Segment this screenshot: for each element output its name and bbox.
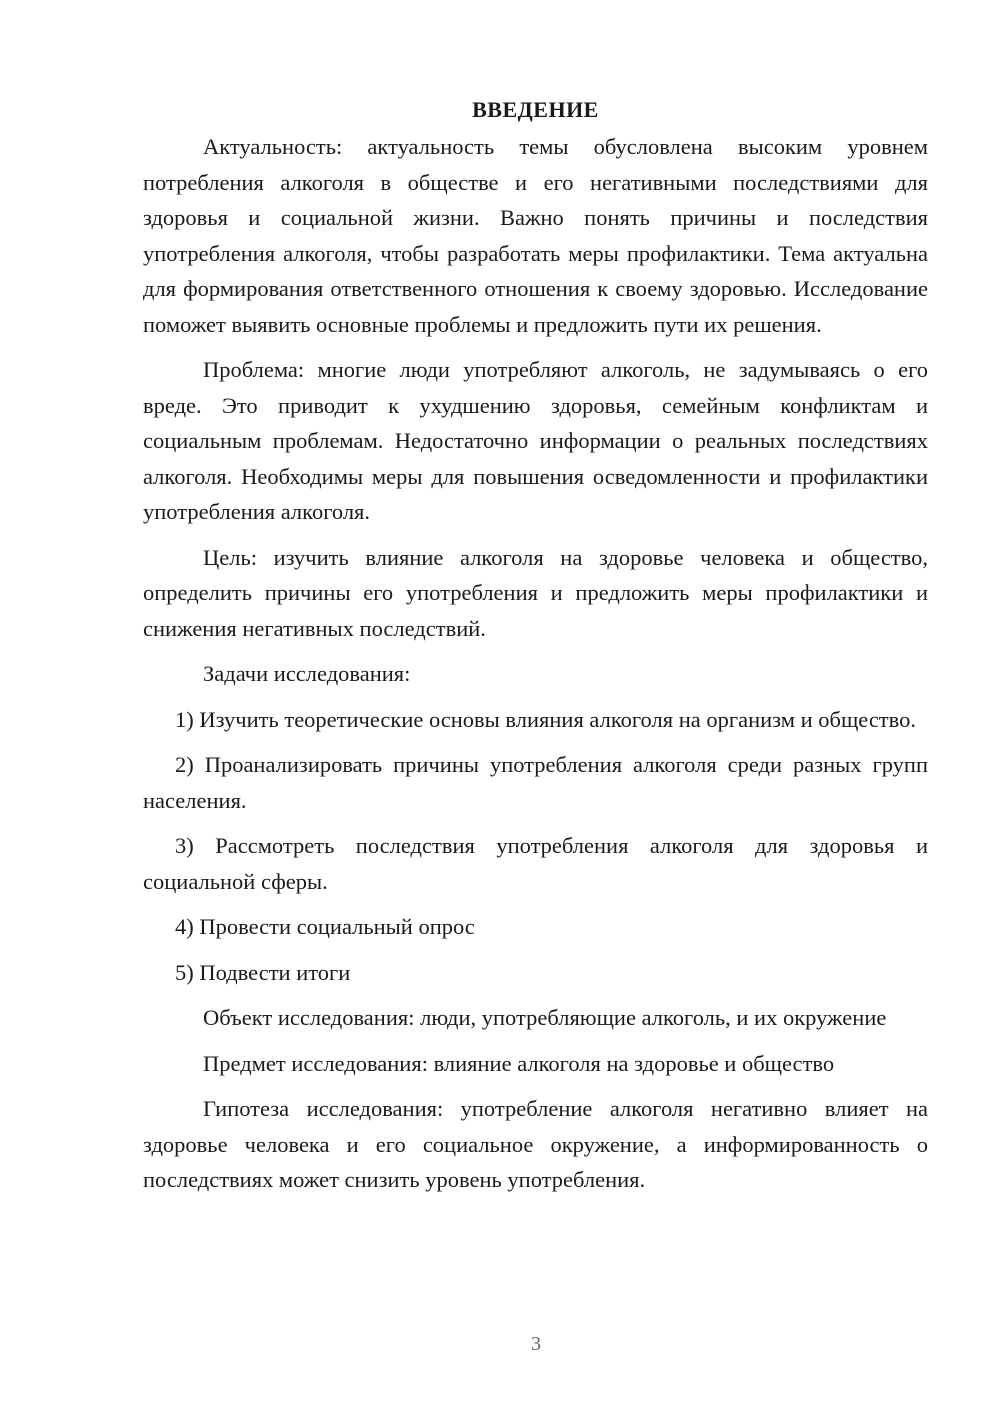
- problem-paragraph: Проблема: многие люди употребляют алкоголь, не задумываясь о его вреде. Это приводит к ухудшению здоровья, семейным конфликтам и социальным проблемам. Недостаточно информации о реальных последствиях алкоголя. Необходимы меры для повышения осведомленности и профилактики употребления алкоголя.: [143, 357, 928, 524]
- page-number: 3: [531, 1333, 541, 1355]
- subject-paragraph: Предмет исследования: влияние алкоголя на здоровье и общество: [203, 1050, 835, 1076]
- task-item-1: 1) Изучить теоретические основы влияния алкоголя на организм и общество.: [175, 706, 916, 732]
- document-title: ВВЕДЕНИЕ: [472, 97, 599, 122]
- task-item-3: 3) Рассмотреть последствия употребления алкоголя для здоровья и социальной сферы.: [143, 833, 928, 894]
- task-item-4: 4) Провести социальный опрос: [175, 914, 475, 939]
- goal-paragraph: Цель: изучить влияние алкоголя на здоровье человека и общество, определить причины его употребления и предложить меры профилактики и снижения негативных последствий.: [143, 544, 928, 641]
- task-item-5: 5) Подвести итоги: [175, 959, 351, 985]
- hypothesis-paragraph: Гипотеза исследования: употребление алкоголя негативно влияет на здоровье человека и его социальное окружение, а информированность о последствиях может снизить уровень употребления.: [143, 1096, 928, 1192]
- task-item-2: 2) Проанализировать причины употребления алкоголя среди разных групп населения.: [143, 752, 928, 813]
- document-page: [143, 92, 928, 1208]
- relevance-paragraph: Актуальность: актуальность темы обусловлена высоким уровнем потребления алкоголя в обществе и его негативными последствиями для здоровья и социальной жизни. Важно понять причины и последствия употребления алкоголя, чтобы разработать меры профилактики. Тема актуальна для формирования ответственного отношения к своему здоровью. Исследование поможет выявить основные проблемы и предложить пути их решения.: [143, 134, 928, 337]
- tasks-heading: Задачи исследования:: [203, 661, 411, 686]
- object-paragraph: Объект исследования: люди, употребляющие алкоголь, и их окружение: [203, 1005, 887, 1030]
